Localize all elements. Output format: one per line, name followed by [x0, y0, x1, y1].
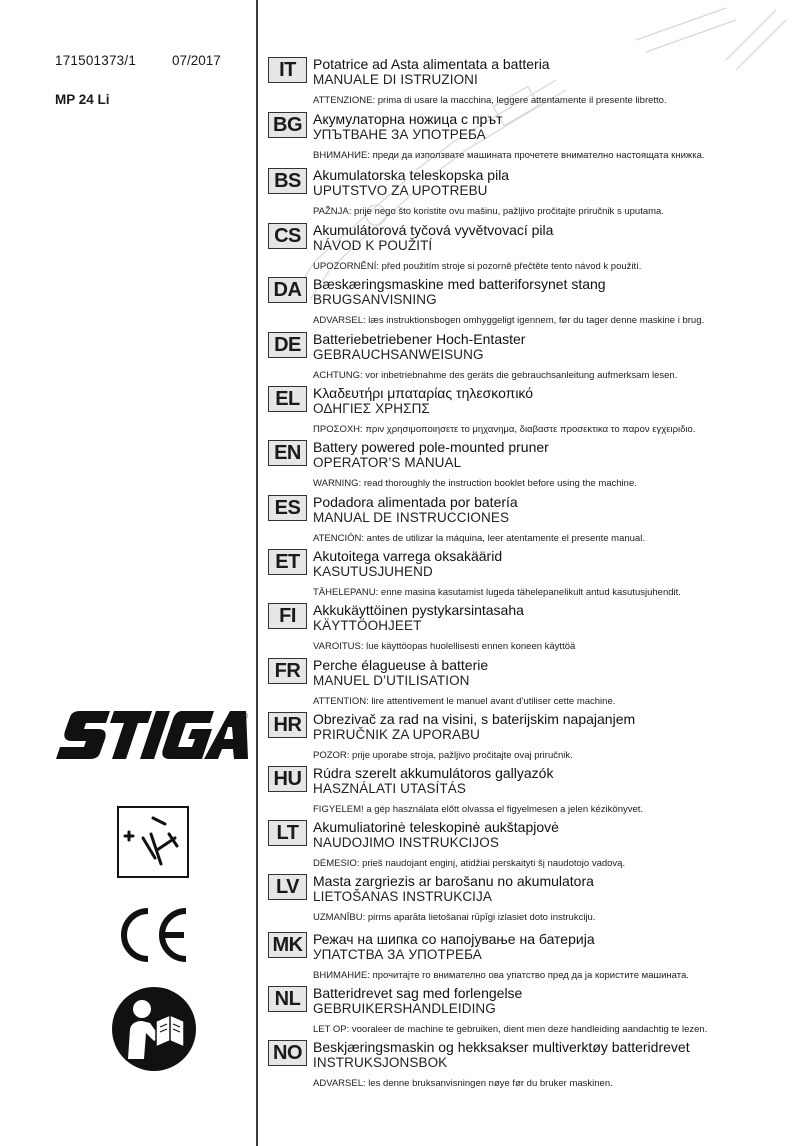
warning-text: FIGYELEM! a gép használata előtt olvassa el figyelmesen a jelen kézikönyvet. — [313, 804, 644, 815]
warning-text: PAŽNJA: prije nego što koristite ovu mašinu, pažljivo pročitajte priručnik s uputama. — [313, 206, 664, 217]
stiga-logo — [52, 703, 252, 763]
left-column — [0, 0, 256, 1146]
language-entry-bg — [268, 110, 788, 164]
language-entry-hu — [268, 764, 788, 818]
manual-title: NÁVOD K POUŽITÍ — [313, 238, 433, 253]
language-entry-bs — [268, 166, 788, 220]
warning-text: LET OP: vooraleer de machine te gebruiken, dient men deze handleiding aandachtig te lezen. — [313, 1024, 708, 1035]
warning-text: ATTENTION: lire attentivement le manuel avant d’utiliser cette machine. — [313, 696, 616, 707]
warning-text: UZMANĪBU: pirms aparāta lietošanai rūpīgi izlasiet doto instrukciju. — [313, 912, 596, 923]
manual-title: NAUDOJIMO INSTRUKCIJOS — [313, 835, 499, 850]
language-code: EL — [268, 386, 307, 412]
manual-title: УПАТСТВА ЗА УПОТРЕБА — [313, 947, 482, 962]
product-title: Bæskæringsmaskine med batteriforsynet stang — [313, 276, 606, 292]
language-code: HU — [268, 766, 307, 792]
product-title: Masta zargriezis ar barošanu no akumulatora — [313, 873, 594, 889]
pole-pruner-safety-icon — [117, 806, 189, 878]
registered-mark: ® — [241, 711, 248, 721]
warning-text: ADVARSEL: læs instruktionsbogen omhyggeligt igennem, før du tager denne maskine i brug. — [313, 315, 705, 326]
manual-title: GEBRAUCHSANWEISUNG — [313, 347, 484, 362]
language-entry-mk — [268, 930, 788, 984]
language-entry-no — [268, 1038, 788, 1092]
manual-title: OPERATOR’S MANUAL — [313, 455, 462, 470]
language-entry-da — [268, 275, 788, 329]
language-code: CS — [268, 223, 307, 249]
language-code: ET — [268, 549, 307, 575]
ce-mark-icon — [112, 905, 192, 965]
product-title: Akutoitega varrega oksakäärid — [313, 548, 503, 564]
product-title: Akumulátorová tyčová vyvětvovací pila — [313, 222, 554, 238]
document-date: 07/2017 — [172, 53, 221, 68]
manual-title: LIETOŠANAS INSTRUKCIJA — [313, 889, 492, 904]
manual-title: MANUAL DE INSTRUCCIONES — [313, 510, 510, 525]
warning-text: ΠΡΟΣΟΧΗ: πριν χρησιμοποιησετε το μηχανημα, διαβαστε προσεκτικα το παρον εγχειριδιο. — [313, 424, 696, 435]
product-title: Akumuliatorinė teleskopinė aukštapjovė — [313, 819, 559, 835]
language-code: NO — [268, 1040, 307, 1066]
language-entry-cs — [268, 221, 788, 275]
language-entry-it — [268, 55, 788, 109]
manual-title: УПЪТВАНЕ ЗА УПОТРЕБА — [313, 127, 486, 142]
language-entry-lt — [268, 818, 788, 872]
product-title: Akumulatorska teleskopska pila — [313, 167, 510, 183]
language-code: DE — [268, 332, 307, 358]
language-code: BG — [268, 112, 307, 138]
language-entry-et — [268, 547, 788, 601]
language-entry-lv — [268, 872, 788, 926]
warning-text: UPOZORNĚNÍ: před použitím stroje si pozorně přečtěte tento návod k použití. — [313, 261, 642, 272]
language-code: LT — [268, 820, 307, 846]
warning-text: ВНИМАНИЕ: преди да използвате машината прочетете внимателно настоящата книжка. — [313, 150, 705, 161]
read-manual-icon — [110, 985, 198, 1073]
language-code: LV — [268, 874, 307, 900]
warning-text: VAROITUS: lue käyttöopas huolellisesti ennen koneen käyttöä — [313, 641, 576, 652]
warning-text: WARNING: read thoroughly the instruction booklet before using the machine. — [313, 478, 637, 489]
product-title: Акумулаторна ножица с прът — [313, 111, 503, 127]
manual-title: ΟΔΗΓΙΕΣ ΧΡΗΣΠΣ — [313, 401, 430, 416]
language-code: FR — [268, 658, 307, 684]
language-code: HR — [268, 712, 307, 738]
warning-text: TÄHELEPANU: enne masina kasutamist lugeda tähelepanelikult antud kasutusjuhendit. — [313, 587, 681, 598]
product-title: Perche élagueuse à batterie — [313, 657, 489, 673]
language-entry-el — [268, 384, 788, 438]
vertical-divider — [256, 0, 258, 1146]
language-code: EN — [268, 440, 307, 466]
product-title: Obrezivač za rad na visini, s baterijskim napajanjem — [313, 711, 636, 727]
language-code: MK — [268, 932, 307, 958]
warning-text: ATENCIÓN: antes de utilizar la máquina, leer atentamente el presente manual. — [313, 533, 645, 544]
manual-title: PRIRUČNIK ZA UPORABU — [313, 727, 481, 742]
manual-title: GEBRUIKERSHANDLEIDING — [313, 1001, 496, 1016]
document-code: 171501373/1 — [55, 53, 137, 68]
warning-text: ACHTUNG: vor inbetriebnahme des geräts die gebrauchsanleitung aufmerksam lesen. — [313, 370, 678, 381]
language-entry-fi — [268, 601, 788, 655]
language-entry-de — [268, 330, 788, 384]
language-entry-hr — [268, 710, 788, 764]
language-code: NL — [268, 986, 307, 1012]
manual-title: UPUTSTVO ZA UPOTREBU — [313, 183, 488, 198]
manual-title: HASZNÁLATI UTASÍTÁS — [313, 781, 466, 796]
language-code: BS — [268, 168, 307, 194]
product-title: Battery powered pole-mounted pruner — [313, 439, 549, 455]
warning-text: DĖMESIO: prieš naudojant enginį, atidžiai perskaityti šį naudotojo vadovą. — [313, 858, 626, 869]
warning-text: ADVARSEL: les denne bruksanvisningen nøye før du bruker maskinen. — [313, 1078, 613, 1089]
product-title: Batteridrevet sag med forlengelse — [313, 985, 523, 1001]
product-title: Batteriebetriebener Hoch-Entaster — [313, 331, 526, 347]
language-entry-fr — [268, 656, 788, 710]
product-title: Potatrice ad Asta alimentata a batteria — [313, 56, 550, 72]
manual-title: INSTRUKSJONSBOK — [313, 1055, 448, 1070]
product-title: Режач на шипка со напојување на батерија — [313, 931, 595, 947]
product-title: Rúdra szerelt akkumulátoros gallyazók — [313, 765, 554, 781]
product-title: Podadora alimentada por batería — [313, 494, 518, 510]
product-title: Akkukäyttöinen pystykarsintasaha — [313, 602, 524, 618]
warning-text: ATTENZIONE: prima di usare la macchina, leggere attentamente il presente libretto. — [313, 95, 667, 106]
product-title: Κλαδευτήρι μπαταρίας τηλεσκοπικό — [313, 385, 534, 401]
manual-title: MANUALE DI ISTRUZIONI — [313, 72, 478, 87]
warning-text: POZOR: prije uporabe stroja, pažljivo pročitajte ovaj priručnik. — [313, 750, 573, 761]
manual-title: MANUEL D’UTILISATION — [313, 673, 470, 688]
manual-title: KASUTUSJUHEND — [313, 564, 433, 579]
product-title: Beskjæringsmaskin og hekksakser multiverktøy batteridrevet — [313, 1039, 690, 1055]
language-code: ES — [268, 495, 307, 521]
manual-title: KÄYTTÖOHJEET — [313, 618, 422, 633]
model-name: MP 24 Li — [55, 92, 110, 107]
warning-text: ВНИМАНИЕ: прочитајте го внимателно ова упатство пред да ја користите машината. — [313, 970, 689, 981]
language-entry-en — [268, 438, 788, 492]
manual-title: BRUGSANVISNING — [313, 292, 437, 307]
language-code: FI — [268, 603, 307, 629]
language-entry-nl — [268, 984, 788, 1038]
language-entry-es — [268, 493, 788, 547]
language-code: IT — [268, 57, 307, 83]
language-code: DA — [268, 277, 307, 303]
